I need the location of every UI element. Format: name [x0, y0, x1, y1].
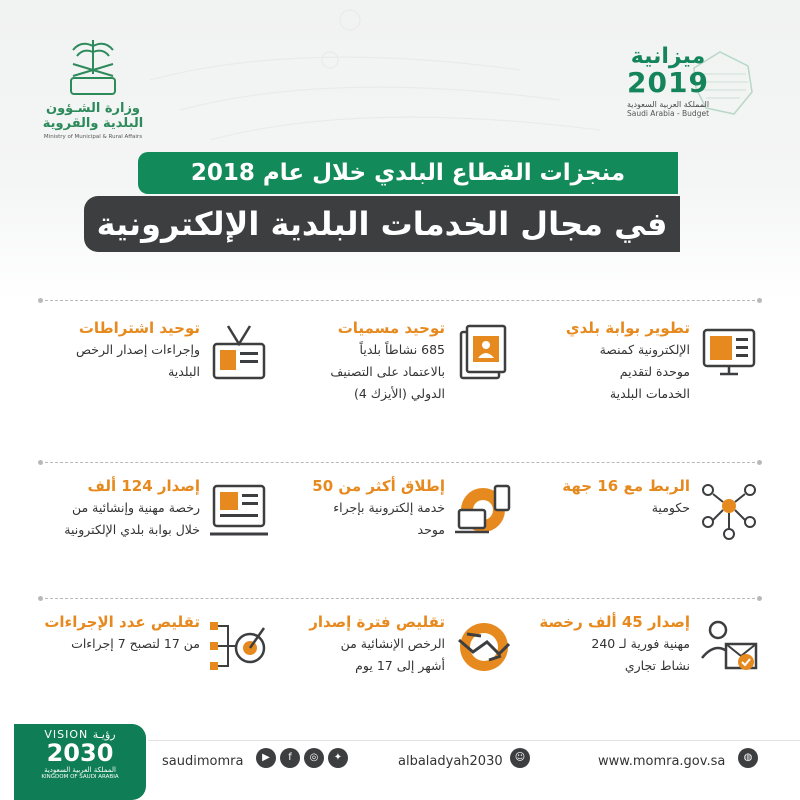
- item-desc: الدولي (الأيزك 4): [353, 385, 445, 401]
- item-desc: 685 نشاطاً بلدياً: [359, 342, 445, 357]
- item-title: توحيد مسميات: [337, 319, 445, 337]
- item-desc: من 17 لتصبح 7 إجراءات: [71, 636, 200, 651]
- budget-2019-logo: [608, 44, 728, 118]
- item-desc: مهنية فورية لـ 240: [591, 636, 690, 651]
- item-linkage: [515, 476, 760, 586]
- budget-year: 2019: [627, 66, 709, 99]
- footer: [0, 724, 800, 800]
- hero-background: [0, 0, 800, 300]
- item-desc: الرخص الإنشائية من: [340, 636, 445, 651]
- title-line-1: منجزات القطاع البلدي خلال عام 2018: [138, 152, 678, 194]
- ministry-name-en: Ministry of Municipal & Rural Affairs: [43, 133, 143, 140]
- item-licenses-45k: [515, 612, 760, 722]
- monitor-portal-icon: [698, 322, 760, 384]
- vision-label: VISION رؤيـة: [44, 728, 116, 741]
- id-badge-icon: [208, 322, 270, 384]
- document-profile-icon: [453, 322, 515, 384]
- title-line-2: في مجال الخدمات البلدية الإلكترونية: [84, 196, 680, 252]
- handshake-gear-icon: [453, 616, 515, 678]
- instagram-icon[interactable]: ◎: [304, 748, 324, 768]
- target-steps-icon: [208, 616, 270, 678]
- item-desc: نشاط تجاري: [624, 657, 690, 673]
- item-desc: موحدة لتقديم: [619, 363, 690, 379]
- item-portal: [515, 318, 760, 428]
- item-desc: موحد: [417, 521, 445, 537]
- item-title: إطلاق أكثر من 50: [312, 477, 445, 495]
- item-desc: خلال بوابة بلدي الإلكترونية: [64, 521, 200, 537]
- ministry-logo: [38, 36, 148, 140]
- person-approved-icon: [698, 616, 760, 678]
- item-title: تقليص فترة إصدار: [309, 613, 445, 631]
- item-reduce-steps: [25, 612, 270, 722]
- row-divider: [40, 462, 760, 463]
- item-desc: حكومية: [651, 500, 690, 515]
- item-title: إصدار 124 ألف: [87, 477, 200, 495]
- budget-en: Saudi Arabia - Budget: [626, 109, 710, 118]
- vision-ar: المملكة العربية السعودية: [44, 766, 116, 775]
- facebook-icon[interactable]: f: [280, 748, 300, 768]
- item-eservices: [270, 476, 515, 586]
- snapchat-icon[interactable]: ☺: [510, 748, 530, 768]
- item-title: إصدار 45 ألف رخصة: [539, 613, 690, 631]
- item-title: تطوير بوابة بلدي: [565, 319, 690, 337]
- social-handle[interactable]: saudimomra: [162, 754, 244, 769]
- item-desc: الإلكترونية كمنصة: [599, 342, 690, 357]
- item-desc: بالاعتماد على التصنيف: [330, 363, 445, 379]
- vision-2030-logo: [14, 724, 146, 800]
- website-link[interactable]: www.momra.gov.sa: [598, 754, 726, 769]
- computer-license-icon: [208, 480, 270, 542]
- item-reduce-time: [270, 612, 515, 722]
- youtube-icon[interactable]: ▶: [256, 748, 276, 768]
- item-desc: البلدية: [168, 363, 200, 379]
- budget-country: المملكة العربية السعودية: [626, 100, 710, 109]
- item-activity-names: [270, 318, 515, 428]
- vision-en: KINGDOM OF SAUDI ARABIA: [41, 774, 119, 781]
- item-desc: وإجراءات إصدار الرخص: [75, 342, 200, 357]
- globe-icon[interactable]: ◍: [738, 748, 758, 768]
- vision-year: 2030: [46, 739, 114, 767]
- ministry-name: وزارة الشـؤون البلدية والقروية: [42, 101, 144, 131]
- item-title: توحيد اشتراطات: [78, 319, 200, 337]
- item-title: الربط مع 16 جهة: [562, 477, 690, 495]
- snapchat-handle[interactable]: albaladyah2030: [398, 754, 503, 769]
- item-licenses-124k: [25, 476, 270, 586]
- twitter-icon[interactable]: ✦: [328, 748, 348, 768]
- item-title: تقليص عدد الإجراءات: [44, 613, 200, 631]
- item-desc: خدمة إلكترونية بإجراء: [333, 500, 445, 515]
- network-idea-icon: [698, 480, 760, 542]
- row-divider: [40, 598, 760, 599]
- item-requirements: [25, 318, 270, 428]
- item-desc: رخصة مهنية وإنشائية من: [71, 500, 200, 515]
- item-desc: الخدمات البلدية: [609, 385, 690, 401]
- item-desc: أشهر إلى 17 يوم: [355, 657, 445, 673]
- palm-swords-emblem-icon: [63, 36, 123, 98]
- row-divider: [40, 300, 760, 301]
- devices-gear-icon: [453, 480, 515, 542]
- budget-word: ميزانية: [630, 44, 706, 69]
